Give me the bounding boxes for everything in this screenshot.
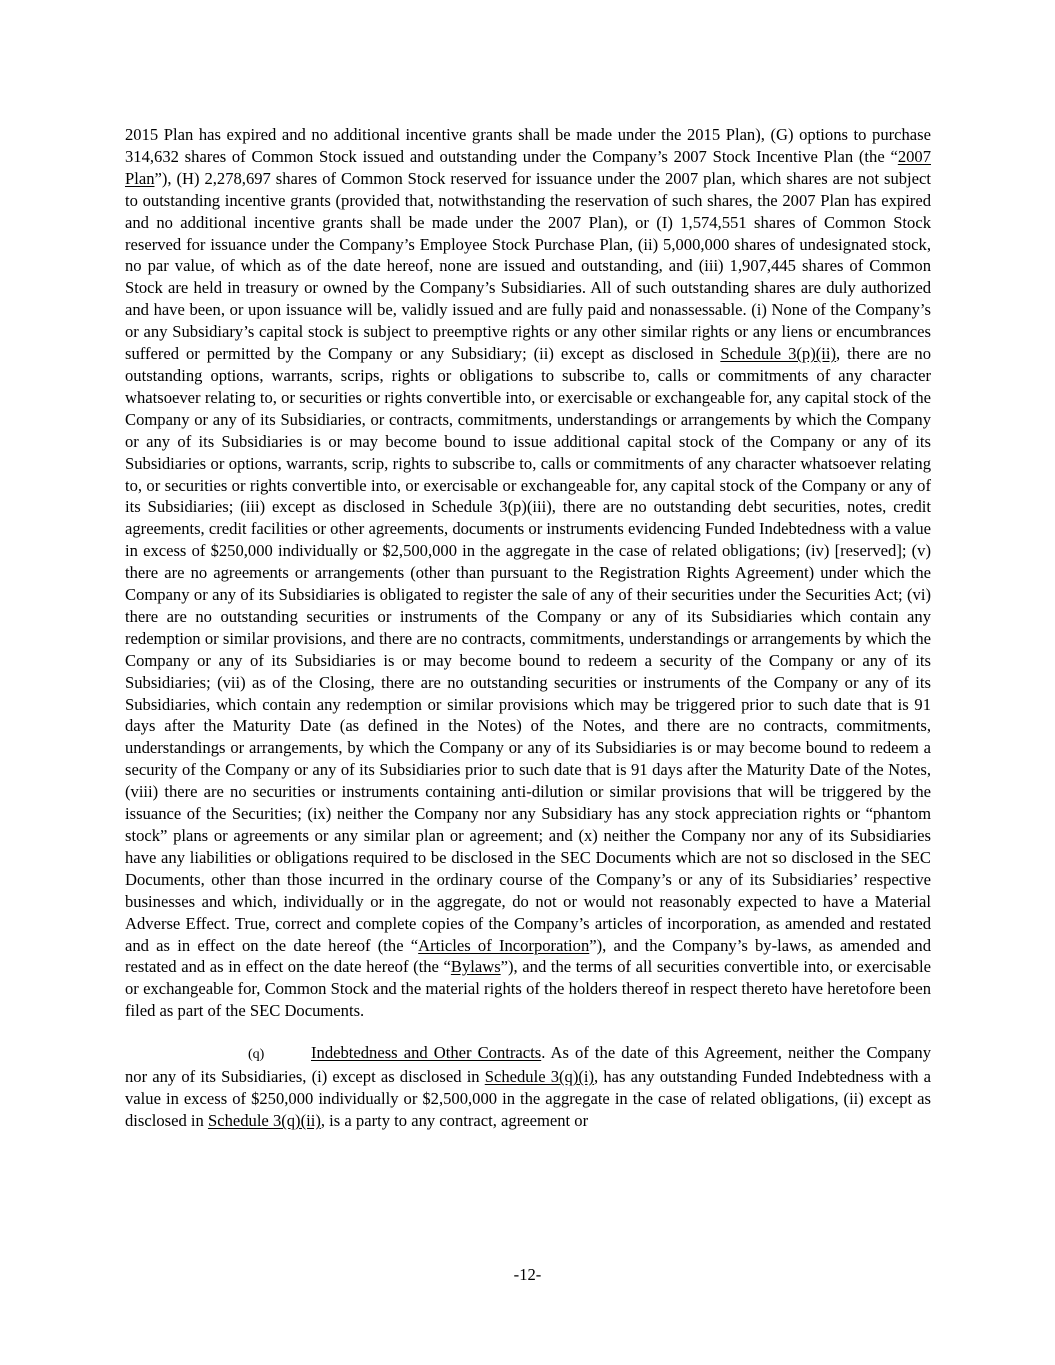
defined-term-bylaws: Bylaws [450,957,501,977]
paragraph-text: . As of the date of this Agreement, neither the Company nor any of its Subsidiaries, (i) except as disclosed in [125,1043,931,1087]
paragraph-text: 2015 Plan has expired and no additional incentive grants shall be made under the 2015 Plan), (G) options to purchase 314,632 shares of Common Stock issued and outstanding under the Company’s 2007 Stock Incentive Plan (the “ [125,125,931,166]
paragraph-text: ”), (H) 2,278,697 shares of Common Stock reserved for issuance under the 2007 plan, which shares are not subject to outstanding incentive grants (provided that, notwithstanding the reservation of such shares, the 2007 Plan has expired and no additional incentive grants shall be made under the 2007 Plan), or (I) 1,574,551 shares of Common Stock reserved for issuance under the Company’s Employee Stock Purchase Plan, (ii) 5,000,000 shares of undesignated stock, no par value, of which as of the date hereof, none are issued and outstanding, and (iii) 1,907,445 shares of Common Stock are held in treasury or owned by the Company’s Subsidiaries. All of such outstanding shares are duly authorized and have been, or upon issuance will be, validly issued and are fully paid and nonassessable. (i) None of the Company’s or any Subsidiary’s capital stock is subject to preemptive rights or any other similar rights or any liens or encumbrances suffered or permitted by the Company or any Subsidiary; (ii) except as disclosed in [125,168,931,364]
document-page [125,124,931,1132]
schedule-reference: Schedule 3(q)(i) [484,1067,595,1087]
schedule-reference: Schedule 3(p)(ii) [720,344,837,364]
paragraph-text: , is a party to any contract, agreement or [320,1110,589,1130]
paragraph-text: , has any outstanding Funded Indebtedness with a value in excess of $250,000 individually or $2,500,000 in the aggregate in the case of related obligations, (ii) except as disclosed in [125,1067,931,1130]
indebtedness-paragraph [125,1042,931,1132]
paragraph-text: ”), and the Company’s by-laws, as amended and restated and as in effect on the date hereof (the “ [125,935,932,977]
paragraph-text: ”), and the terms of all securities convertible into, or exercisable or exchangeable for, Common Stock and the material rights of the holders thereof in respect thereto have heretofore been filed as part of the SEC Documents. [125,957,931,1021]
capitalization-paragraph [125,124,931,1022]
section-heading: Indebtedness and Other Contracts [311,1043,542,1063]
paragraph-text: , there are no outstanding options, warrants, scrips, rights or obligations to subscribe to, calls or commitments of any character whatsoever relating to, or securities or rights convertible into, or exercisable or exchangeable for, any capital stock of the Company or any of its Subsidiaries, or contracts, commitments, understandings or arrangements by which the Company or any of its Subsidiaries is or may become bound to issue additional capital stock of the Company or any of its Subsidiaries or options, warrants, scrip, rights to subscribe to, calls or commitments of any character whatsoever relating to, or securities or rights convertible into, or exercisable or exchangeable for, any capital stock of the Company or any of its Subsidiaries; (iii) except as disclosed in Schedule 3(p)(iii), there are no outstanding debt securities, notes, credit agreements, credit facilities or other agreements, documents or instruments evidencing Funded Indebtedness with a value in excess of $250,000 individually or $2,500,000 in the aggregate in the case of related obligations; (iv) [reserved]; (v) there are no agreements or arrangements (other than pursuant to the Registration Rights Agreement) under which the Company or any of its Subsidiaries is obligated to register the sale of any of their securities under the Securities Act; (vi) there are no outstanding securities or instruments of the Company or any of its Subsidiaries which contain any redemption or similar provisions, and there are no contracts, commitments, understandings or arrangements by which the Company or any of its Subsidiaries is or may become bound to redeem a security of the Company or any of its Subsidiaries; (vii) as of the Closing, there are no outstanding securities or instruments of the Company or any of its Subsidiaries, which contain any redemption or similar provisions which may be triggered prior to such date that is 91 days after the Maturity Date (as defined in the Notes) of the Notes, and there are no contracts, commitments, understandings or arrangements, by which the Company or any of its Subsidiaries is or may become bound to redeem a security of the Company or any of its Subsidiaries prior to such date that is 91 days after the Maturity Date of the Notes, (viii) there are no securities or instruments containing anti-dilution or similar provisions that will be triggered by the issuance of the Securities; (ix) neither the Company nor any Subsidiary has any stock appreciation rights or “phantom stock” plans or agreements or any similar plan or agreement; and (x) neither the Company nor any of its Subsidiaries have any liabilities or obligations required to be disclosed in the SEC Documents which are not so disclosed in the SEC Documents, other than those incurred in the ordinary course of the Company’s or any of its Subsidiaries’ respective businesses and which, individually or in the aggregate, do not or would not reasonably expected to have a Material Adverse Effect. True, correct and complete copies of the Company’s articles of incorporation, as amended and restated and as in effect on the date hereof (the “ [125,344,931,955]
page-number: -12- [513,1265,542,1284]
defined-term-articles: Articles of Incorporation [418,935,590,955]
defined-term-2007-plan: 2007 Plan [125,146,931,188]
section-label: (q) [248,1047,265,1063]
schedule-reference: Schedule 3(q)(ii) [207,1110,321,1130]
